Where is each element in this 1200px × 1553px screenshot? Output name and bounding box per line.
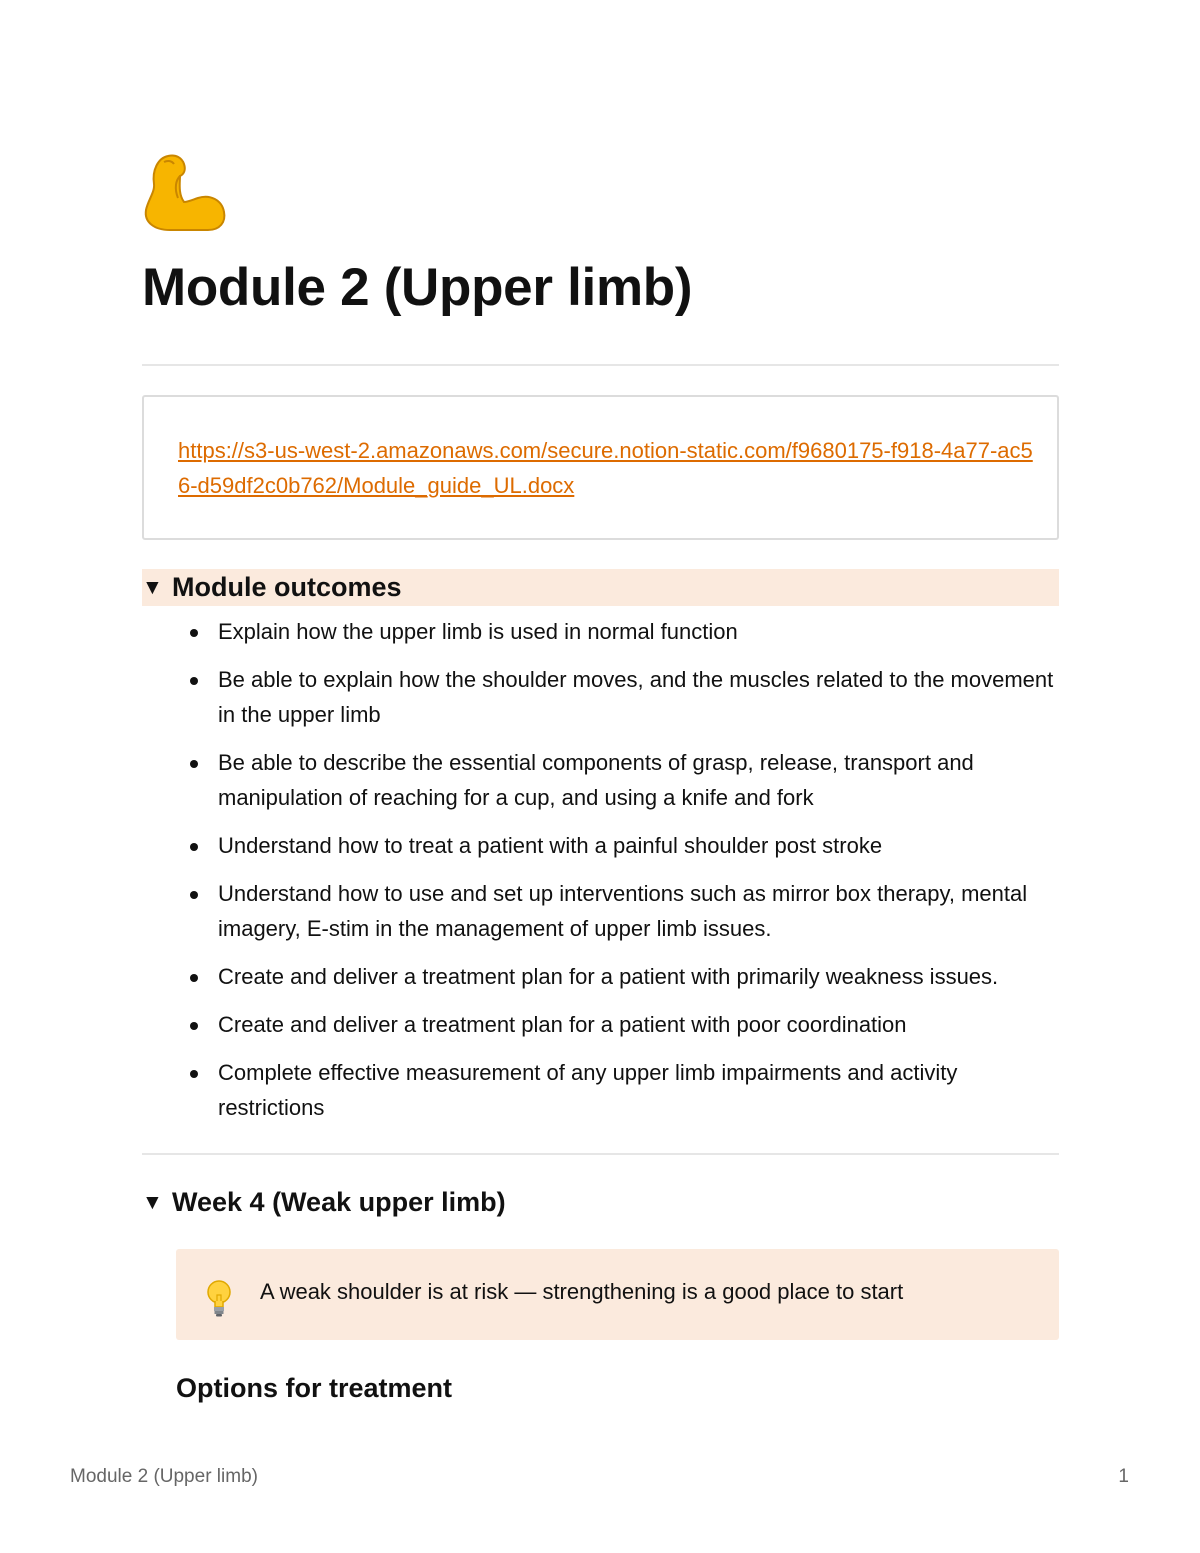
week-4-toggle[interactable] [142, 1184, 1059, 1221]
module-guide-link[interactable]: https://s3-us-west-2.amazonaws.com/secure.notion-static.com/f9680175-f918-4a77-ac56-d59df2c0b762/Module_guide_UL.docx [178, 438, 1033, 498]
list-item-text: Understand how to treat a patient with a painful shoulder post stroke [218, 833, 883, 858]
list-item-text: Be able to describe the essential components of grasp, release, transport and manipulation of reaching for a cup, and using a knife and fork [218, 750, 974, 810]
flexed-biceps-icon [140, 150, 230, 234]
week-4-heading: Week 4 (Weak upper limb) [172, 1187, 506, 1217]
list-item [176, 959, 1066, 994]
list-item [176, 614, 1066, 649]
list-item-text: Create and deliver a treatment plan for a patient with primarily weakness issues. [218, 964, 999, 989]
list-item [176, 662, 1066, 732]
bullet-icon [190, 891, 198, 899]
bullet-icon [190, 974, 198, 982]
bullet-icon [190, 843, 198, 851]
list-item [176, 828, 1066, 863]
title-divider [142, 364, 1059, 366]
page-number: 1 [1118, 1466, 1129, 1487]
module-outcomes-toggle[interactable] [142, 569, 1059, 606]
list-item [176, 1007, 1066, 1042]
list-item-text: Be able to explain how the shoulder moves, and the muscles related to the movement in the upper limb [218, 667, 1054, 727]
list-item [176, 1055, 1066, 1125]
file-link-box [142, 395, 1059, 540]
outcomes-list [176, 614, 1066, 1138]
list-item-text: Explain how the upper limb is used in normal function [218, 619, 738, 644]
list-item [176, 876, 1066, 946]
toggle-arrow-icon[interactable]: ▼ [142, 1191, 163, 1214]
module-outcomes-heading: Module outcomes [172, 572, 402, 602]
callout [176, 1249, 1059, 1340]
list-item-text: Create and deliver a treatment plan for a patient with poor coordination [218, 1012, 907, 1037]
toggle-arrow-icon[interactable]: ▼ [142, 576, 163, 599]
list-item-text: Understand how to use and set up interventions such as mirror box therapy, mental imagery, E-stim in the management of upper limb issues. [218, 881, 1028, 941]
bullet-icon [190, 1070, 198, 1078]
list-item-text: Complete effective measurement of any upper limb impairments and activity restrictions [218, 1060, 958, 1120]
bullet-icon [190, 1022, 198, 1030]
section-divider [142, 1153, 1059, 1155]
options-for-treatment-heading: Options for treatment [176, 1373, 453, 1403]
footer-title: Module 2 (Upper limb) [70, 1466, 258, 1487]
light-bulb-icon [204, 1279, 234, 1319]
page-title: Module 2 (Upper limb) [142, 258, 693, 317]
bullet-icon [190, 760, 198, 768]
bullet-icon [190, 677, 198, 685]
callout-text: A weak shoulder is at risk — strengthening is a good place to start [260, 1279, 904, 1304]
list-item [176, 745, 1066, 815]
bullet-icon [190, 629, 198, 637]
